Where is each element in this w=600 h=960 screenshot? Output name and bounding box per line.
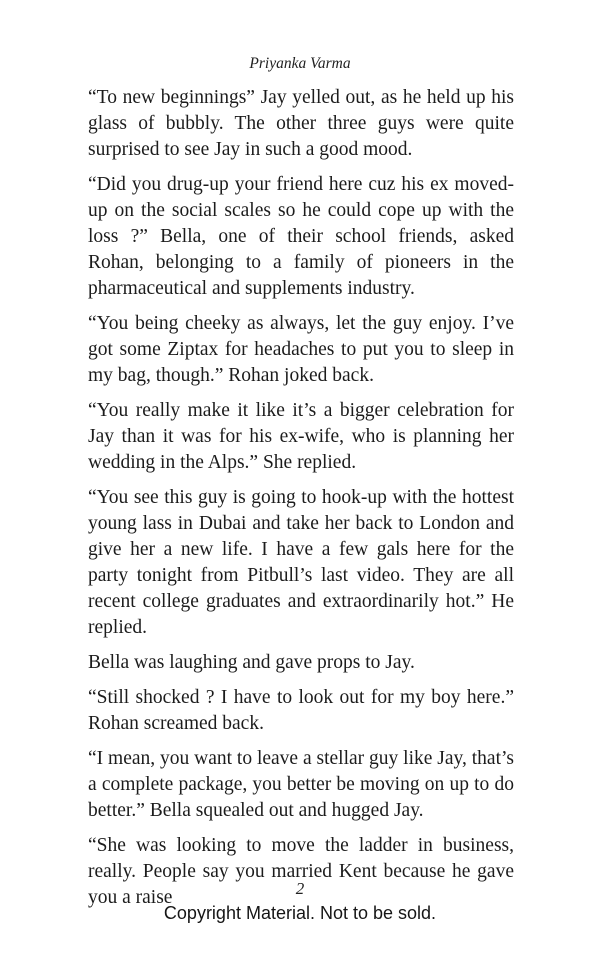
paragraph-7: “Still shocked ? I have to look out for my boy here.” Rohan screamed back. xyxy=(88,687,514,734)
paragraph-6: Bella was laughing and gave props to Jay. xyxy=(88,652,415,673)
paragraph-8: “I mean, you want to leave a stellar guy like Jay, that’s a complete package, you better be moving on up to do better.” Bella squealed out and hugged Jay. xyxy=(88,748,514,821)
page-number: 2 xyxy=(295,879,305,898)
running-header-author: Priyanka Varma xyxy=(249,55,351,72)
paragraph-2: “Did you drug-up your friend here cuz his ex moved-up on the social scales so he could cope up with the loss ?” Bella, one of their school friends, asked Rohan, belonging to a family of pioneers in the pharmaceutical and supplements industry. xyxy=(88,174,514,299)
copyright-notice: Copyright Material. Not to be sold. xyxy=(163,903,437,923)
paragraph-5: “You see this guy is going to hook-up with the hottest young lass in Dubai and take her back to London and give her a new life. I have a few gals here for the party tonight from Pitbull’s last video. They are all recent college graduates and extraordinarily hot.” He replied. xyxy=(88,487,514,638)
paragraph-1: “To new beginnings” Jay yelled out, as he held up his glass of bubbly. The other three guys were quite surprised to see Jay in such a good mood. xyxy=(88,87,514,160)
page-body xyxy=(88,85,514,911)
paragraph-9: “She was looking to move the ladder in business, really. People say you married Kent because he gave you a raise xyxy=(88,835,514,908)
paragraph-3: “You being cheeky as always, let the guy enjoy. I’ve got some Ziptax for headaches to put you to sleep in my bag, though.” Rohan joked back. xyxy=(88,313,514,386)
paragraph-4: “You really make it like it’s a bigger celebration for Jay than it was for his ex-wife, who is planning her wedding in the Alps.” She replied. xyxy=(88,400,514,473)
